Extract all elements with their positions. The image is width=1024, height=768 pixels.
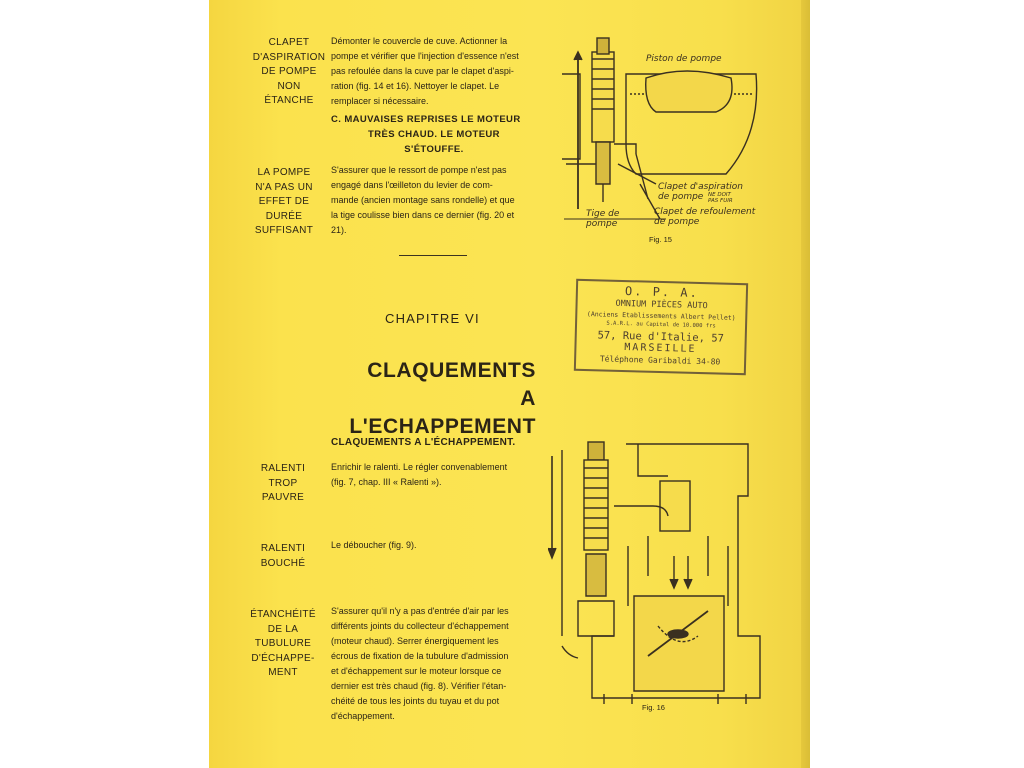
text-line: la tige coulisse bien dans ce dernier (fig. 20 et [331, 210, 515, 220]
fig15-label-refoul-2: de pompe [654, 217, 700, 227]
figure-16-carburetor-section [548, 436, 768, 706]
paragraph-ralenti-bouche [331, 538, 536, 553]
side-line: EFFET DE [258, 196, 310, 207]
side-line: DE LA [267, 623, 299, 635]
stamp-line: S.A.R.L. au Capital de 10.000 frs [606, 320, 716, 330]
stamp-line: (Anciens Etablissements Albert Pellet) [586, 310, 736, 322]
fig15-label-clapet-asp-1: Clapet d'aspiration [658, 182, 743, 192]
text-line: (fig. 7, chap. III « Ralenti »). [331, 477, 442, 487]
side-line: TROP [268, 477, 298, 489]
side-line: NON [277, 80, 301, 92]
text-line: pas refoulée dans la cuve par le clapet d'aspi- [331, 66, 514, 76]
paragraph-ralenti-pauvre [331, 460, 536, 490]
paragraph-clapet [331, 34, 536, 109]
figure-16-caption: Fig. 16 [642, 703, 665, 712]
text-line: Enrichir le ralenti. Le régler convenablement [331, 462, 508, 472]
fig15-label-tige-2: pompe [586, 219, 618, 229]
fig15-label-piston: Piston de pompe [646, 54, 722, 64]
page-edge [801, 0, 810, 768]
chapter-number: CHAPITRE VI [385, 311, 480, 326]
side-label-clapet [244, 36, 334, 109]
side-line: ÉTANCHÉITÉ [250, 609, 316, 620]
fig15-label-clapet-asp-2: de pompe [658, 192, 704, 202]
figure-15-pump-diagram [556, 34, 776, 244]
side-label-pompe [239, 166, 329, 239]
stamp-line: 57, Rue d'Italie, 57 [597, 329, 725, 345]
side-line: DE POMPE [261, 66, 317, 77]
side-line: RALENTI [260, 543, 306, 554]
text-line: mande (ancien montage sans rondelle) et que [331, 195, 515, 205]
side-line: MENT [268, 667, 298, 678]
side-line: RALENTI [260, 463, 306, 474]
stamp-line: O. P. A. [624, 284, 699, 300]
heading-line: TRÈS CHAUD. LE MOTEUR [368, 129, 500, 140]
text-line: remplacer si nécessaire. [331, 96, 429, 106]
text-line: et d'échappement sur le moteur lorsque ce [331, 666, 502, 676]
side-label-ralenti-bouche [238, 542, 328, 571]
fig15-label-pas-fuir: PAS FUIR [708, 198, 733, 204]
section-divider [399, 255, 467, 256]
side-label-ralenti-pauvre [238, 462, 328, 506]
paragraph-etancheite [331, 604, 536, 724]
heading-line: S'ÉTOUFFE. [404, 144, 464, 155]
text-line: d'échappement. [331, 711, 395, 721]
side-line: CLAPET [268, 37, 310, 48]
chapter-title [330, 357, 536, 441]
text-line: S'assurer que le ressort de pompe n'est pas [331, 165, 507, 175]
fig15-label-ne-doit: NE DOIT [708, 192, 731, 198]
side-line: N'A PAS UN [255, 181, 313, 193]
text-line: différents joints du collecteur d'échappement [331, 621, 509, 631]
text-line: dernier est très chaud (fig. 8). Vérifier l'étan- [331, 681, 507, 691]
section-heading-c [331, 112, 537, 157]
text-line: S'assurer qu'il n'y a pas d'entrée d'air par les [331, 606, 509, 616]
text-line: Le déboucher (fig. 9). [331, 540, 417, 550]
text-line: pompe et vérifier que l'injection d'essence n'est [331, 51, 519, 61]
side-line: ÉTANCHE [264, 95, 314, 106]
fig15-label-refoul-1: Clapet de refoulement [654, 207, 756, 217]
dealer-stamp [574, 279, 748, 375]
stamp-line: OMNIUM PIÈCES AUTO [615, 298, 708, 312]
text-line: Démonter le couvercle de cuve. Actionner la [331, 36, 508, 46]
side-line: TUBULURE [254, 638, 312, 649]
section-subheading: CLAQUEMENTS A L'ÉCHAPPEMENT. [331, 437, 516, 448]
side-label-etancheite [238, 608, 328, 681]
paragraph-pompe [331, 163, 536, 238]
text-line: (moteur chaud). Serrer énergiquement les [331, 636, 499, 646]
side-line: LA POMPE [257, 167, 311, 178]
side-line: D'ASPIRATION [252, 51, 326, 63]
stamp-line: MARSEILLE [624, 342, 697, 355]
side-line: BOUCHÉ [260, 557, 306, 569]
side-line: PAUVRE [261, 492, 305, 503]
title-line: A L'ECHAPPEMENT [349, 387, 536, 438]
text-line: ration (fig. 14 et 16). Nettoyer le clapet. Le [331, 81, 500, 91]
text-line: engagé dans l'œilleton du levier de com- [331, 180, 493, 190]
stamp-line: Téléphone Garibaldi 34-80 [599, 354, 721, 367]
heading-line: C. MAUVAISES REPRISES LE MOTEUR [331, 114, 521, 125]
side-line: SUFFISANT [254, 225, 314, 236]
side-line: D'ÉCHAPPE- [251, 652, 315, 664]
figure-15-caption: Fig. 15 [649, 235, 672, 244]
fig15-label-tige-1: Tige de [586, 209, 620, 219]
side-line: DURÉE [265, 210, 303, 222]
text-line: 21). [331, 225, 347, 235]
text-line: écrous de fixation de la tubulure d'admission [331, 651, 509, 661]
title-line: CLAQUEMENTS [367, 359, 536, 382]
text-line: chéité de tous les joints du tuyau et du pot [331, 696, 500, 706]
